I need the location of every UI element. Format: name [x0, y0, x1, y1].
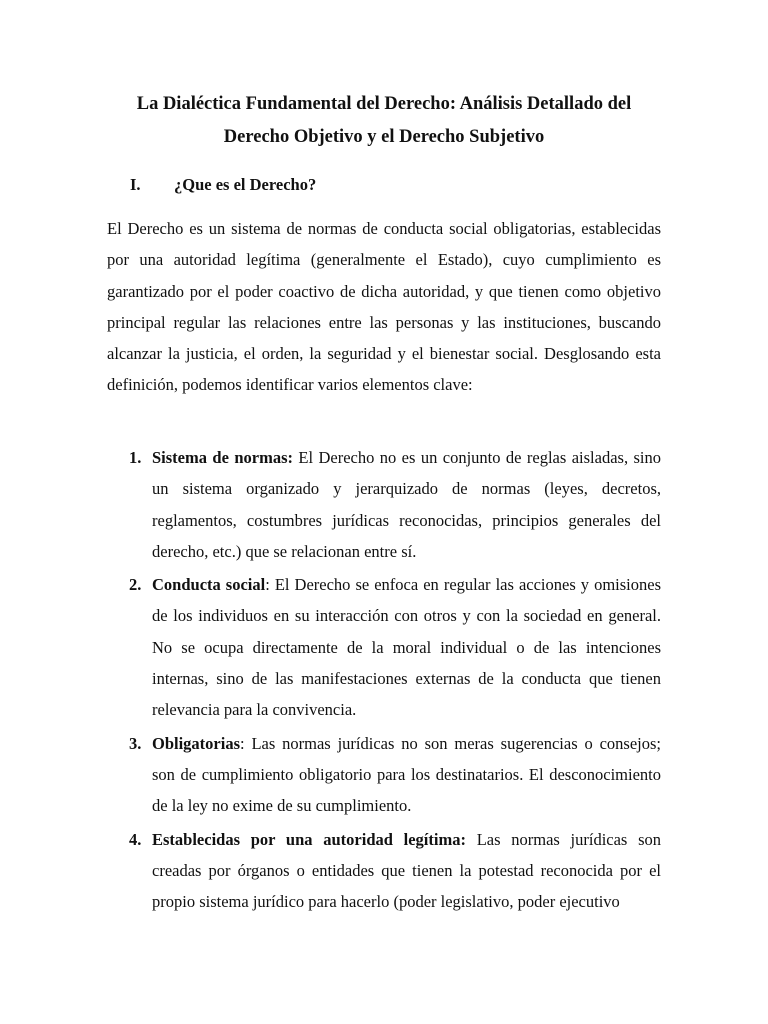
section-heading — [130, 172, 316, 198]
list-marker: 4. — [129, 829, 142, 849]
intro-paragraph: El Derecho es un sistema de normas de conducta social obligatorias, establecidas por una autoridad legítima (generalmente el Estado), cuyo cumplimiento es garantizado por el poder coactivo de dicha autoridad, y que tienen como objetivo principal regular las relaciones entre las personas y las instituciones, buscando alcanzar la justicia, el orden, la seguridad y el bienestar social. Desglosando esta definición, podemos identificar varios elementos clave: — [107, 219, 661, 395]
section-number: I. — [130, 175, 141, 194]
section-title: ¿Que es el Derecho? — [174, 175, 317, 194]
list-marker: 1. — [129, 448, 142, 467]
list-marker: 3. — [129, 733, 142, 753]
list-item-term: Obligatorias — [152, 733, 241, 753]
list-item — [107, 569, 661, 725]
list-item — [107, 728, 661, 822]
list-item-text: : Las normas jurídicas no son meras sugerencias o consejos; son de cumplimiento obligatorio para los destinatarios. El desconocimiento de la ley no exime de su cumplimiento. — [152, 733, 661, 816]
list-item-text: Las normas jurídicas son creadas por órganos o entidades que tienen la potestad reconocida por el propio sistema jurídico para hacerlo (poder legislativo, poder ejecutivo — [152, 829, 662, 912]
document-title — [60, 88, 708, 154]
list-item-text: El Derecho no es un conjunto de reglas aisladas, sino un sistema organizado y jerarquizado de normas (leyes, decretos, reglamentos, costumbres jurídicas reconocidas, principios generales del derecho, etc.) que se relacionan entre sí. — [152, 448, 661, 561]
list-marker: 2. — [129, 575, 142, 595]
list-item — [107, 442, 661, 567]
list-item-term: Establecidas por una autoridad legítima: — [152, 829, 466, 849]
list-item-text: : El Derecho se enfoca en regular las acciones y omisiones de los individuos en su interacción con otros y con la sociedad en general. No se ocupa directamente de la moral individual o de las intenciones internas, sino de las manifestaciones externas de la conducta que tienen relevancia para la convivencia. — [152, 575, 661, 720]
list-item — [107, 824, 661, 918]
title-line-2: Derecho Objetivo y el Derecho Subjetivo — [223, 127, 545, 147]
title-line-1: La Dialéctica Fundamental del Derecho: Análisis Detallado del — [136, 94, 632, 114]
list-item-term: Sistema de normas: — [152, 448, 293, 467]
elements-list — [107, 442, 661, 919]
list-item-term: Conducta social — [152, 575, 266, 595]
